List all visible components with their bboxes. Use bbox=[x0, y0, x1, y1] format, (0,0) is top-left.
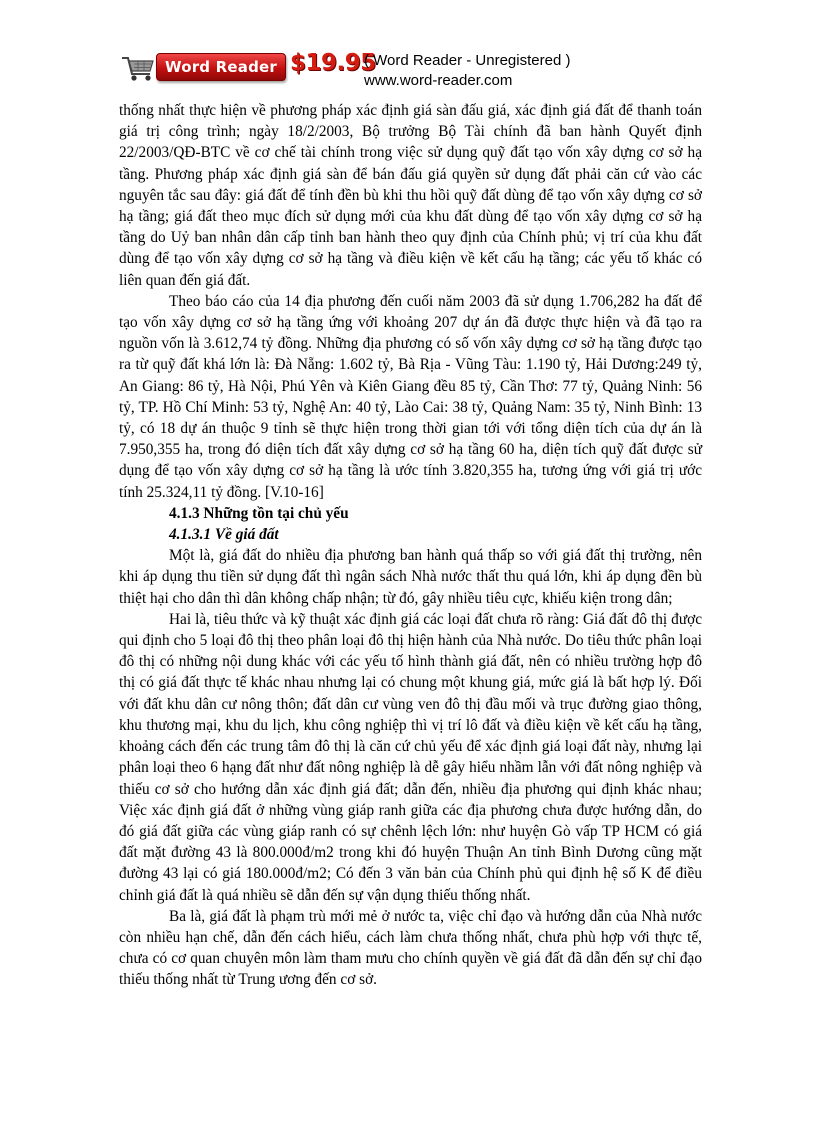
word-reader-logo: Word Reader bbox=[156, 53, 286, 81]
paragraph-3: Một là, giá đất do nhiều địa phương ban hành quá thấp so với giá đất thị trường, nên khi áp dụng thu tiền sử dụng đất thì ngân sách Nhà nước thất thu quá lớn, khi áp dụng đền bù thiệt hại cho dân thì dân không chấp nhận; từ đó, gây nhiều tiêu cực, khiếu kiện trong dân; bbox=[119, 547, 702, 607]
price-badge: $19.95 bbox=[290, 50, 376, 76]
website-url: www.word-reader.com bbox=[364, 72, 513, 89]
document-body bbox=[119, 100, 702, 991]
shopping-cart-icon bbox=[120, 52, 156, 84]
subsection-heading: 4.1.3.1 Về giá đất bbox=[169, 526, 279, 544]
registration-notice: ( Word Reader - Unregistered ) bbox=[364, 52, 571, 69]
paragraph-2: Theo báo cáo của 14 địa phương đến cuối năm 2003 đã sử dụng 1.706,282 ha đất để tạo vốn xây dựng cơ sở hạ tầng ứng với khoảng 207 dự án đã được thực hiện và đã tạo ra nguồn vốn là 3.612,74 tỷ đồng. Những địa phương có số vốn xây dựng cơ sở hạ tầng được tạo ra từ quỹ đất khá lớn là: Đà Nẵng: 1.602 tỷ, Bà Rịa - Vũng Tàu: 1.190 tỷ, Hải Dương:249 tỷ, An Giang: 86 tỷ, Hà Nội, Phú Yên và Kiên Giang đều 85 tỷ, Cần Thơ: 77 tỷ, Quảng Ninh: 56 tỷ, TP. Hồ Chí Minh: 53 tỷ, Nghệ An: 40 tỷ, Lào Cai: 38 tỷ, Quảng Nam: 35 tỷ, Ninh Bình: 13 tỷ, có 18 dự án thuộc 9 tỉnh sẽ thực hiện trong thời gian tới với tổng diện tích của dự án là 7.950,355 ha, trong đó diện tích đất xây dựng cơ sở hạ tầng 60 ha, diện tích quỹ đất được sử dụng để tạo vốn xây dựng cơ sở hạ tầng là ước tính 3.820,355 ha, tương ứng với giá trị ước tính 25.324,11 tỷ đồng. [V.10-16] bbox=[119, 292, 702, 501]
paragraph-5: Ba là, giá đất là phạm trù mới mẻ ở nước ta, việc chỉ đạo và hướng dẫn của Nhà nước còn nhiều hạn chế, dẫn đến cách hiểu, cách làm chưa thống nhất, chưa phù hợp với thực tế, chưa có cơ quan chuyên môn làm tham mưu cho chính quyền về giá đất đã dẫn đến sự chỉ đạo thiếu thống nhất từ Trung ương đến cơ sở. bbox=[119, 907, 702, 989]
paragraph-1: thống nhất thực hiện về phương pháp xác định giá sàn đấu giá, xác định giá đất để thanh toán giá trị công trình; ngày 18/2/2003, Bộ trưởng Bộ Tài chính đã ban hành Quyết định 22/2003/QĐ-BTC về cơ chế tài chính trong việc sử dụng quỹ đất tạo vốn xây dựng cơ sở hạ tầng. Phương pháp xác định giá sàn để bán đấu giá quyền sử dụng đất phải căn cứ vào các nguyên tắc sau đây: giá đất để tính đền bù khi thu hồi quỹ đất dùng để tạo vốn xây dựng cơ sở hạ tầng; giá đất theo mục đích sử dụng mới của khu đất dùng để tạo vốn xây dựng cơ sở hạ tầng do Uỷ ban nhân dân cấp tỉnh ban hành theo quy định của Chính phủ; vị trí của khu đất dùng để tạo vốn xây dựng cơ sở hạ tầng và điều kiện về kết cấu hạ tầng; các yếu tố khác có liên quan đến giá đất. bbox=[119, 102, 702, 289]
watermark-header bbox=[120, 48, 640, 92]
section-heading: 4.1.3 Những tồn tại chủ yếu bbox=[169, 504, 349, 522]
paragraph-4: Hai là, tiêu thức và kỹ thuật xác định giá các loại đất chưa rõ ràng: Giá đất đô thị được qui định cho 5 loại đô thị theo phân loại đô thị hiện hành của Nhà nước. Do tiêu thức phân loại đô thị có những nội dung khác với các yếu tố hình thành giá đất, nên có nhiều trường hợp đô thị có giá đất thực tế khác nhau nhưng lại có chung một khung giá, mức giá là bất hợp lý. Đối với đất khu dân cư nông thôn; đất dân cư vùng ven đô thị đầu mối và trục đường giao thông, khu thương mại, khu du lịch, khu công nghiệp thì vị trí lô đất và điều kiện về kết cấu hạ tầng, khoảng cách đến các trung tâm đô thị là căn cứ chủ yếu để xác định giá loại đất này, nhưng lại phân loại theo 6 hạng đất như đất nông nghiệp là dễ gây hiểu nhầm lẫn với đất nông nghiệp và thiếu cơ sở cho hướng dẫn xác định giá đất; dẫn đến, nhiều địa phương qui định khác nhau; Việc xác định giá đất ở những vùng giáp ranh giữa các địa phương chưa được hướng dẫn, do đó giá đất giữa các vùng giáp ranh có sự chênh lệch lớn: như huyện Gò vấp TP HCM có giá đất mặt đường 43 là 800.000đ/m2 trong khi đó huyện Thuận An tỉnh Bình Dương cũng mặt đường 43 lại có giá 180.000đ/m2; Có đến 3 văn bản của Chính phủ qui định hệ số K để điều chỉnh giá đất là quá nhiều sẽ dẫn đến sự vận dụng thiếu thống nhất. bbox=[119, 610, 702, 904]
